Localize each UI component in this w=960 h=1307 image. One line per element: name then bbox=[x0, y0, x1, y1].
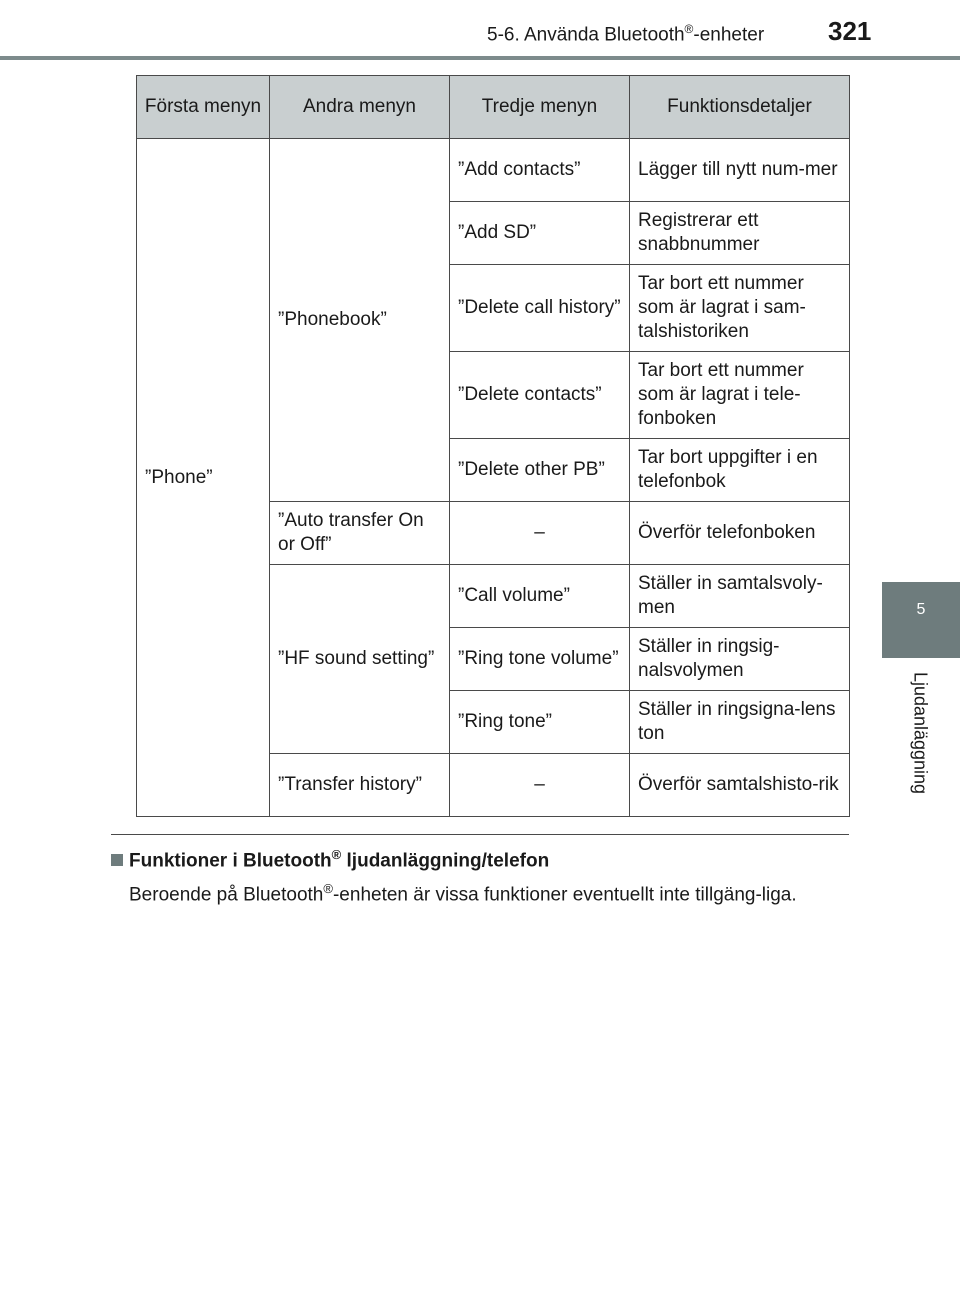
second-menu-hf-sound: ”HF sound setting” bbox=[270, 565, 450, 754]
detail-cell: Ställer in ringsig-nalsvolymen bbox=[630, 628, 850, 691]
heading-text: Funktioner i Bluetooth bbox=[129, 850, 332, 872]
second-menu-phonebook: ”Phonebook” bbox=[270, 139, 450, 502]
third-menu-cell: ”Ring tone volume” bbox=[450, 628, 630, 691]
header-text: 5-6. Använda Bluetooth bbox=[487, 24, 685, 46]
second-menu-transfer-history: ”Transfer history” bbox=[270, 754, 450, 817]
detail-cell: Ställer in samtalsvoly-men bbox=[630, 565, 850, 628]
third-menu-cell: – bbox=[450, 502, 630, 565]
table-row bbox=[137, 139, 850, 202]
square-bullet-icon bbox=[111, 854, 123, 866]
third-menu-cell: ”Ring tone” bbox=[450, 691, 630, 754]
running-header bbox=[487, 22, 787, 46]
first-menu-phone: ”Phone” bbox=[137, 139, 270, 817]
detail-cell: Registrerar ett snabbnummer bbox=[630, 202, 850, 265]
col-header-function-details: Funktionsdetaljer bbox=[630, 76, 850, 139]
second-menu-auto-transfer: ”Auto transfer On or Off” bbox=[270, 502, 450, 565]
registered-mark: ® bbox=[323, 881, 333, 897]
menu-table bbox=[136, 75, 850, 817]
detail-cell: Tar bort uppgifter i en telefonbok bbox=[630, 439, 850, 502]
header-text-suffix: -enheter bbox=[693, 24, 765, 46]
notes-section bbox=[111, 834, 849, 908]
third-menu-cell: ”Add SD” bbox=[450, 202, 630, 265]
detail-cell: Tar bort ett nummer som är lagrat i tele-fonboken bbox=[630, 352, 850, 439]
table-header-row bbox=[137, 76, 850, 139]
heading-text-suffix: ljudanläggning/telefon bbox=[341, 850, 550, 872]
chapter-label: Ljudanläggning bbox=[910, 671, 931, 795]
notes-divider bbox=[111, 834, 849, 835]
third-menu-cell: ”Add contacts” bbox=[450, 139, 630, 202]
body-paragraph bbox=[129, 876, 849, 907]
third-menu-cell: ”Delete contacts” bbox=[450, 352, 630, 439]
third-menu-cell: ”Call volume” bbox=[450, 565, 630, 628]
col-header-first-menu: Första menyn bbox=[137, 76, 270, 139]
col-header-second-menu: Andra menyn bbox=[270, 76, 450, 139]
section-heading bbox=[111, 847, 849, 872]
detail-cell: Lägger till nytt num-mer bbox=[630, 139, 850, 202]
third-menu-cell: ”Delete call history” bbox=[450, 265, 630, 352]
header-rule bbox=[0, 56, 960, 60]
third-menu-cell: – bbox=[450, 754, 630, 817]
third-menu-cell: ”Delete other PB” bbox=[450, 439, 630, 502]
registered-mark: ® bbox=[331, 847, 342, 862]
col-header-third-menu: Tredje menyn bbox=[450, 76, 630, 139]
detail-cell: Överför telefonboken bbox=[630, 502, 850, 565]
body-text: Beroende på Bluetooth bbox=[129, 884, 324, 906]
detail-cell: Ställer in ringsigna-lens ton bbox=[630, 691, 850, 754]
body-text-suffix: -enheten är vissa funktioner eventuellt inte tillgäng-liga. bbox=[332, 884, 797, 906]
chapter-tab: 5 bbox=[882, 582, 960, 658]
detail-cell: Tar bort ett nummer som är lagrat i sam-talshistoriken bbox=[630, 265, 850, 352]
detail-cell: Överför samtalshisto-rik bbox=[630, 754, 850, 817]
page-number: 321 bbox=[828, 16, 872, 46]
registered-mark: ® bbox=[684, 22, 694, 36]
